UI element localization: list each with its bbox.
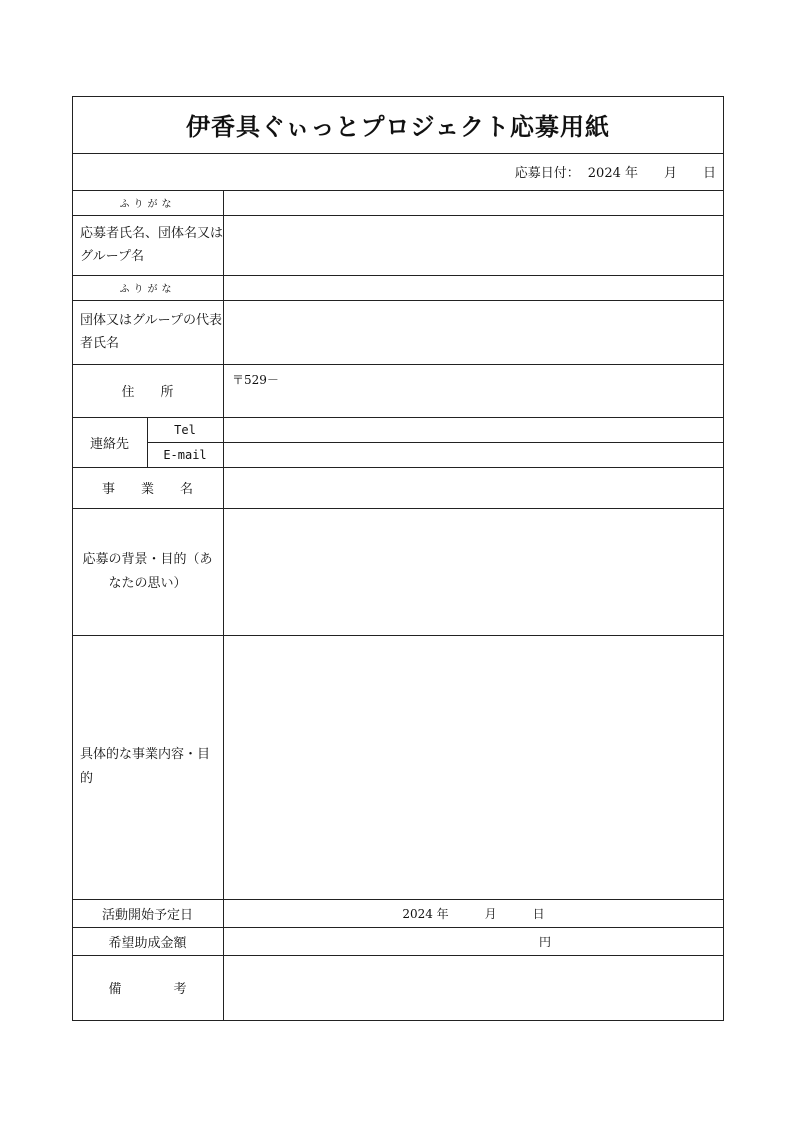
tel-field[interactable] (224, 418, 723, 442)
application-date (72, 153, 724, 190)
grant-field[interactable] (224, 928, 723, 955)
background-field[interactable] (224, 509, 723, 635)
email-label: E-mail (163, 447, 207, 462)
applicant-name-field[interactable] (224, 216, 723, 275)
grant-label: 希望助成金額 (108, 935, 187, 951)
start-date-label: 活動開始予定日 (101, 907, 193, 923)
furigana-field[interactable] (224, 276, 723, 300)
email-field[interactable] (224, 443, 723, 467)
background-label: 応募の背景・目的（あなたの思い） (82, 551, 213, 591)
furigana-label: ふりがな (119, 284, 176, 295)
form-title: 伊香具ぐぃっとプロジェクト応募用紙 (185, 113, 611, 141)
address-field[interactable]: 〒529－ (232, 373, 279, 387)
tel-label: Tel (174, 422, 196, 437)
representative-label: 団体又はグループの代表者氏名 (80, 313, 222, 351)
content-field[interactable] (224, 636, 723, 899)
border-right (723, 96, 724, 1021)
border-bottom (72, 1020, 724, 1021)
grant-unit: 円 (538, 935, 551, 949)
start-date-field[interactable]: 2024 年 月 日 (402, 907, 545, 921)
applicant-name-label: 応募者氏名、団体名又はグループ名 (80, 226, 224, 264)
project-name-field[interactable] (224, 468, 723, 508)
remarks-field[interactable] (224, 956, 723, 1020)
furigana-field[interactable] (224, 191, 723, 215)
representative-field[interactable] (224, 301, 723, 364)
application-form (72, 96, 724, 1021)
contact-label: 連絡先 (89, 436, 129, 452)
furigana-label: ふりがな (119, 199, 176, 210)
project-name-label: 事 業 名 (101, 482, 193, 497)
application-date-value: 2024 年 月 日 (587, 166, 716, 181)
address-label: 住 所 (121, 385, 174, 400)
application-date-label: 応募日付： (514, 166, 580, 181)
content-label: 具体的な事業内容・目的 (80, 747, 211, 786)
remarks-label: 備 考 (108, 982, 187, 997)
